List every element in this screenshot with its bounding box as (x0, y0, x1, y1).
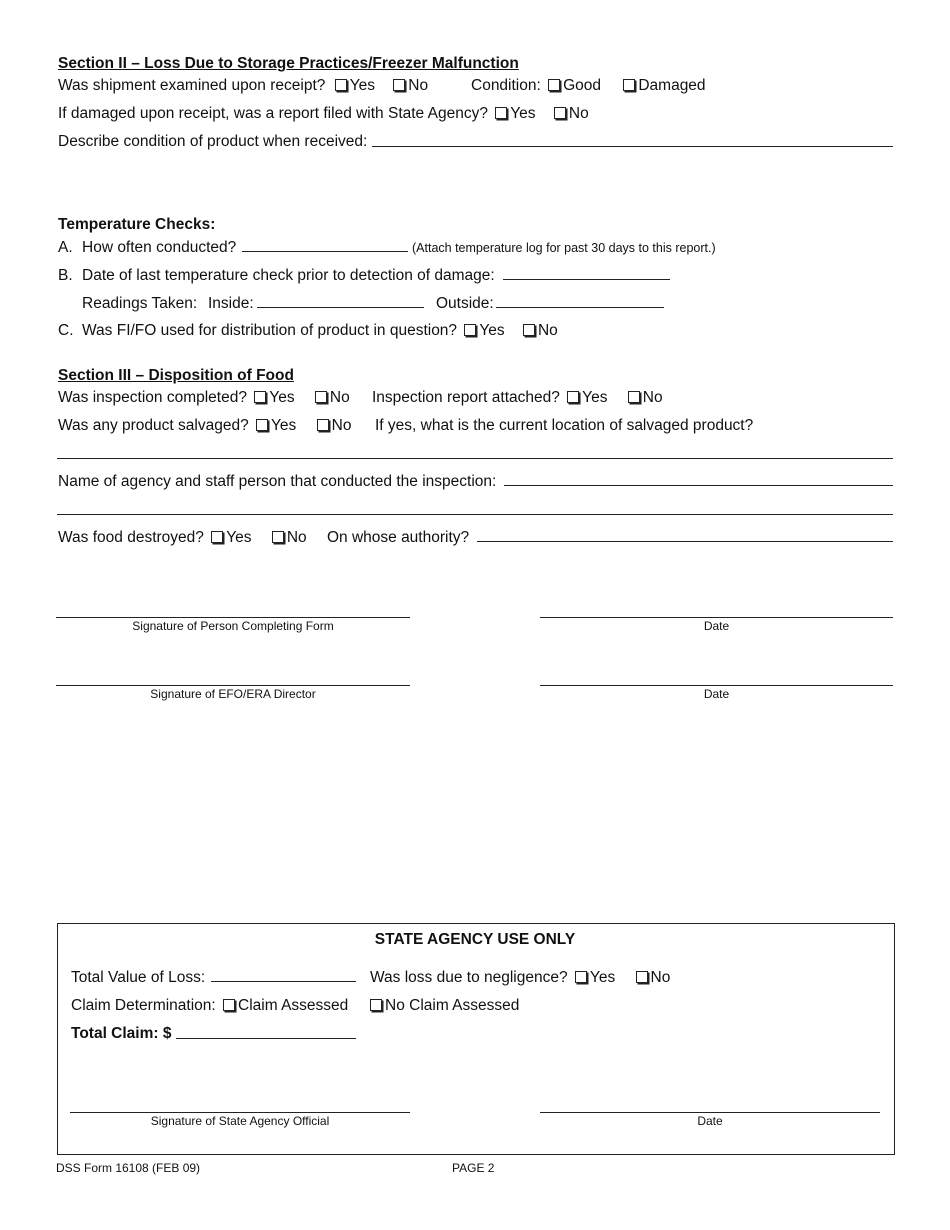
page-number: PAGE 2 (452, 1161, 495, 1175)
salvaged-no-checkbox[interactable] (317, 419, 329, 431)
section3-heading: Section III – Disposition of Food (58, 367, 294, 384)
report-filed-yes-checkbox[interactable] (495, 107, 507, 119)
inspection-no-label: No (329, 389, 350, 406)
salvaged-no-label: No (331, 417, 352, 434)
how-often-input-line[interactable] (242, 251, 408, 252)
inspection-question: Was inspection completed? (58, 389, 247, 406)
readings-label: Readings Taken: (82, 295, 198, 312)
inspection-yes-label: Yes (269, 389, 295, 406)
fifo-question: Was FI/FO used for distribution of product in question? (82, 322, 458, 339)
fifo-row (82, 322, 558, 340)
destroyed-no-label: No (286, 529, 307, 546)
report-filed-yes-label: Yes (510, 105, 536, 122)
condition-good-checkbox[interactable] (548, 79, 560, 91)
destroyed-yes-checkbox[interactable] (211, 531, 223, 543)
person-date-line[interactable] (540, 617, 893, 618)
inside-label: Inside: (208, 295, 254, 312)
negligence-no-checkbox[interactable] (636, 971, 648, 983)
salvaged-row (58, 417, 351, 435)
state-agency-title: STATE AGENCY USE ONLY (374, 931, 576, 948)
claim-assessed-label: Claim Assessed (238, 997, 349, 1014)
temp-c-letter: C. (58, 322, 74, 339)
examined-yes-label: Yes (349, 77, 375, 94)
person-signature-line[interactable] (56, 617, 410, 618)
official-date-caption: Date (697, 1114, 723, 1128)
condition-damaged-label: Damaged (638, 77, 706, 94)
describe-input-line[interactable] (372, 146, 893, 147)
agency-continuation-line[interactable] (57, 514, 893, 515)
examined-row (58, 77, 428, 95)
condition-label: Condition: (471, 77, 541, 94)
director-date-caption: Date (703, 687, 730, 701)
inspection-yes-checkbox[interactable] (254, 391, 266, 403)
examined-yes-checkbox[interactable] (335, 79, 347, 91)
claim-assessed-checkbox[interactable] (223, 999, 235, 1011)
temp-a-letter: A. (58, 239, 73, 256)
temp-a-label: How often conducted? (82, 239, 237, 256)
negligence-row (370, 969, 670, 987)
destroyed-no-checkbox[interactable] (272, 531, 284, 543)
inspection-no-checkbox[interactable] (315, 391, 327, 403)
salvaged-yes-label: Yes (271, 417, 297, 434)
destroyed-question: Was food destroyed? (58, 529, 204, 546)
report-filed-question: If damaged upon receipt, was a report filed with State Agency? (58, 105, 488, 122)
salvage-location-question: If yes, what is the current location of salvaged product? (375, 417, 754, 434)
negligence-yes-label: Yes (589, 969, 616, 986)
report-attached-row (372, 389, 663, 407)
person-signature-caption: Signature of Person Completing Form (132, 619, 334, 633)
agency-input-line[interactable] (504, 485, 893, 486)
condition-damaged-checkbox[interactable] (623, 79, 635, 91)
claim-determination-row (71, 997, 348, 1015)
destroyed-yes-label: Yes (226, 529, 252, 546)
report-filed-no-checkbox[interactable] (554, 107, 566, 119)
person-date-caption: Date (703, 619, 730, 633)
condition-row (471, 77, 706, 95)
examined-no-label: No (408, 77, 429, 94)
report-attached-no-checkbox[interactable] (628, 391, 640, 403)
agency-label: Name of agency and staff person that conducted the inspection: (58, 473, 497, 490)
report-filed-no-label: No (568, 105, 589, 122)
total-claim-label: Total Claim: $ (71, 1025, 172, 1042)
total-claim-input-line[interactable] (176, 1038, 356, 1039)
examined-question: Was shipment examined upon receipt? (58, 77, 326, 94)
temp-a-note: (Attach temperature log for past 30 days to this report.) (412, 241, 716, 255)
salvaged-yes-checkbox[interactable] (256, 419, 268, 431)
report-attached-yes-label: Yes (582, 389, 608, 406)
fifo-yes-checkbox[interactable] (464, 324, 476, 336)
salvaged-question: Was any product salvaged? (58, 417, 249, 434)
report-filed-row (58, 105, 589, 123)
fifo-no-label: No (537, 322, 558, 339)
negligence-yes-checkbox[interactable] (575, 971, 587, 983)
outside-reading-input-line[interactable] (496, 307, 664, 308)
total-value-input-line[interactable] (211, 981, 356, 982)
inside-reading-input-line[interactable] (257, 307, 424, 308)
director-signature-caption: Signature of EFO/ERA Director (150, 687, 316, 701)
section2-heading: Section II – Loss Due to Storage Practices/Freezer Malfunction (58, 55, 519, 72)
report-attached-yes-checkbox[interactable] (567, 391, 579, 403)
authority-input-line[interactable] (477, 541, 893, 542)
director-signature-line[interactable] (56, 685, 410, 686)
official-signature-line[interactable] (70, 1112, 410, 1113)
examined-no-checkbox[interactable] (393, 79, 405, 91)
form-id: DSS Form 16108 (FEB 09) (56, 1161, 201, 1175)
negligence-question: Was loss due to negligence? (370, 969, 568, 986)
temperature-heading: Temperature Checks: (58, 216, 216, 233)
no-claim-assessed-checkbox[interactable] (370, 999, 382, 1011)
claim-determination-label: Claim Determination: (71, 997, 216, 1014)
report-attached-question: Inspection report attached? (372, 389, 560, 406)
total-value-label: Total Value of Loss: (71, 969, 206, 986)
no-claim-assessed-label: No Claim Assessed (385, 997, 520, 1014)
fifo-yes-label: Yes (479, 322, 505, 339)
last-check-date-input-line[interactable] (503, 279, 670, 280)
temp-b-label: Date of last temperature check prior to detection of damage: (82, 267, 495, 284)
outside-label: Outside: (436, 295, 494, 312)
official-date-line[interactable] (540, 1112, 880, 1113)
destroyed-row (58, 529, 469, 547)
temp-b-letter: B. (58, 267, 73, 284)
authority-label: On whose authority? (326, 529, 470, 546)
salvage-location-input-line[interactable] (57, 458, 893, 459)
official-signature-caption: Signature of State Agency Official (150, 1114, 330, 1128)
negligence-no-label: No (650, 969, 671, 986)
director-date-line[interactable] (540, 685, 893, 686)
describe-label: Describe condition of product when received: (58, 133, 368, 150)
no-claim-row (370, 997, 519, 1015)
report-attached-no-label: No (642, 389, 663, 406)
condition-good-label: Good (563, 77, 602, 94)
fifo-no-checkbox[interactable] (523, 324, 535, 336)
inspection-row (58, 389, 350, 407)
